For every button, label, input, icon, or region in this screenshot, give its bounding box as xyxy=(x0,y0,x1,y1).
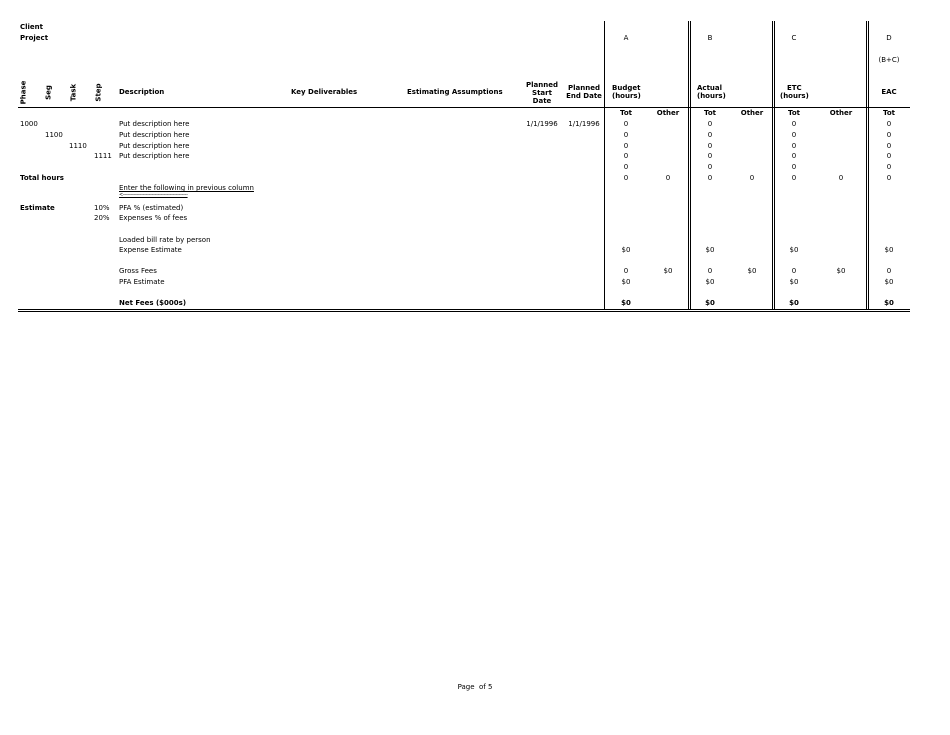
row-5-etc: 0 xyxy=(791,163,797,171)
etc-left-border xyxy=(772,21,773,310)
etc-tot-subheader: Tot xyxy=(787,109,800,117)
total-etc-other: 0 xyxy=(838,174,844,182)
budget-header-1: Budget xyxy=(612,84,641,92)
total-actual-tot: 0 xyxy=(707,174,713,182)
actual-tot-subheader: Tot xyxy=(703,109,716,117)
seg-header: Seg xyxy=(44,85,53,100)
row-1-actual: 0 xyxy=(707,120,713,128)
expenses-percent: 20% xyxy=(94,214,110,222)
net-fees-label: Net Fees ($000s) xyxy=(119,299,187,307)
client-label: Client xyxy=(20,23,44,31)
actual-other-subheader: Other xyxy=(740,109,764,117)
planned-end-header-1: Planned xyxy=(568,84,600,92)
gross-fees-actual-tot: 0 xyxy=(707,267,713,275)
planned-end-header-2: End Date xyxy=(566,92,602,100)
column-letter-c: C xyxy=(791,34,797,42)
row-1-end-date: 1/1/1996 xyxy=(568,120,600,128)
row-4-description: Put description here xyxy=(119,152,190,160)
row-1-eac: 0 xyxy=(886,120,892,128)
net-fees-budget: $0 xyxy=(621,299,631,307)
instructions-text: Enter the following in previous column xyxy=(119,184,254,192)
row-2-eac: 0 xyxy=(886,131,892,139)
actual-header-2: (hours) xyxy=(697,92,726,100)
instructions-arrow: <------------------------------------------- xyxy=(119,192,188,198)
row-4-step-code: 1111 xyxy=(94,152,112,160)
key-deliverables-header: Key Deliverables xyxy=(291,88,358,96)
eac-left-border xyxy=(866,21,867,310)
budget-left-border xyxy=(604,21,605,310)
net-fees-eac: $0 xyxy=(884,299,894,307)
gross-fees-budget-tot: 0 xyxy=(623,267,629,275)
row-2-etc: 0 xyxy=(791,131,797,139)
row-4-actual: 0 xyxy=(707,152,713,160)
actual-left-border xyxy=(688,21,689,310)
expenses-percent-label: Expenses % of fees xyxy=(119,214,188,222)
total-etc-tot: 0 xyxy=(791,174,797,182)
planned-start-header-1: Planned xyxy=(526,81,558,89)
eac-header: EAC xyxy=(881,88,897,96)
row-1-start-date: 1/1/1996 xyxy=(526,120,558,128)
gross-fees-label: Gross Fees xyxy=(119,267,157,275)
row-1-budget: 0 xyxy=(623,120,629,128)
actual-header-1: Actual xyxy=(697,84,723,92)
expense-estimate-eac: $0 xyxy=(884,246,894,254)
budget-tot-subheader: Tot xyxy=(619,109,632,117)
pfa-estimate-etc: $0 xyxy=(789,278,799,286)
step-header: Step xyxy=(94,83,103,102)
estimating-assumptions-header: Estimating Assumptions xyxy=(407,88,503,96)
net-fees-etc: $0 xyxy=(789,299,799,307)
header-rule xyxy=(18,107,910,108)
expense-estimate-label: Expense Estimate xyxy=(119,246,182,254)
planned-start-header-3: Date xyxy=(532,97,552,105)
pfa-estimate-actual: $0 xyxy=(705,278,715,286)
column-letter-d: D xyxy=(886,34,892,42)
row-3-eac: 0 xyxy=(886,142,892,150)
pfa-estimate-budget: $0 xyxy=(621,278,631,286)
gross-fees-budget-other: $0 xyxy=(663,267,673,275)
pfa-percent-label: PFA % (estimated) xyxy=(119,204,184,212)
etc-header-1: ETC xyxy=(787,84,802,92)
gross-fees-eac: 0 xyxy=(886,267,892,275)
net-fees-actual: $0 xyxy=(705,299,715,307)
column-letter-b: B xyxy=(707,34,713,42)
row-2-seg-code: 1100 xyxy=(45,131,63,139)
row-2-actual: 0 xyxy=(707,131,713,139)
row-1-etc: 0 xyxy=(791,120,797,128)
total-eac: 0 xyxy=(886,174,892,182)
footer-double-rule xyxy=(18,309,910,310)
row-3-actual: 0 xyxy=(707,142,713,150)
gross-fees-etc-other: $0 xyxy=(836,267,846,275)
page-number: Page of 5 xyxy=(457,683,493,691)
estimate-label: Estimate xyxy=(20,204,55,212)
row-5-actual: 0 xyxy=(707,163,713,171)
gross-fees-etc-tot: 0 xyxy=(791,267,797,275)
row-5-budget: 0 xyxy=(623,163,629,171)
row-4-etc: 0 xyxy=(791,152,797,160)
project-label: Project xyxy=(20,34,49,42)
pfa-percent: 10% xyxy=(94,204,110,212)
loaded-bill-rate-label: Loaded bill rate by person xyxy=(119,236,211,244)
eac-tot-subheader: Tot xyxy=(882,109,895,117)
row-3-task-code: 1110 xyxy=(69,142,87,150)
total-actual-other: 0 xyxy=(749,174,755,182)
row-4-budget: 0 xyxy=(623,152,629,160)
row-3-budget: 0 xyxy=(623,142,629,150)
column-letter-a: A xyxy=(623,34,629,42)
pfa-estimate-eac: $0 xyxy=(884,278,894,286)
row-3-description: Put description here xyxy=(119,142,190,150)
eac-formula: (B+C) xyxy=(878,56,900,64)
etc-other-subheader: Other xyxy=(829,109,853,117)
planned-start-header-2: Start xyxy=(532,89,552,97)
total-hours-label: Total hours xyxy=(20,174,64,182)
description-header: Description xyxy=(119,88,165,96)
row-4-eac: 0 xyxy=(886,152,892,160)
budget-other-subheader: Other xyxy=(656,109,680,117)
row-1-description: Put description here xyxy=(119,120,190,128)
budget-header-2: (hours) xyxy=(612,92,641,100)
task-header: Task xyxy=(69,83,78,102)
phase-header: Phase xyxy=(19,80,28,105)
row-2-budget: 0 xyxy=(623,131,629,139)
expense-estimate-actual: $0 xyxy=(705,246,715,254)
row-2-description: Put description here xyxy=(119,131,190,139)
etc-header-2: (hours) xyxy=(780,92,809,100)
row-3-etc: 0 xyxy=(791,142,797,150)
row-1-phase-code: 1000 xyxy=(20,120,38,128)
pfa-estimate-label: PFA Estimate xyxy=(119,278,165,286)
expense-estimate-budget: $0 xyxy=(621,246,631,254)
row-5-eac: 0 xyxy=(886,163,892,171)
expense-estimate-etc: $0 xyxy=(789,246,799,254)
total-budget-tot: 0 xyxy=(623,174,629,182)
gross-fees-actual-other: $0 xyxy=(747,267,757,275)
total-budget-other: 0 xyxy=(665,174,671,182)
